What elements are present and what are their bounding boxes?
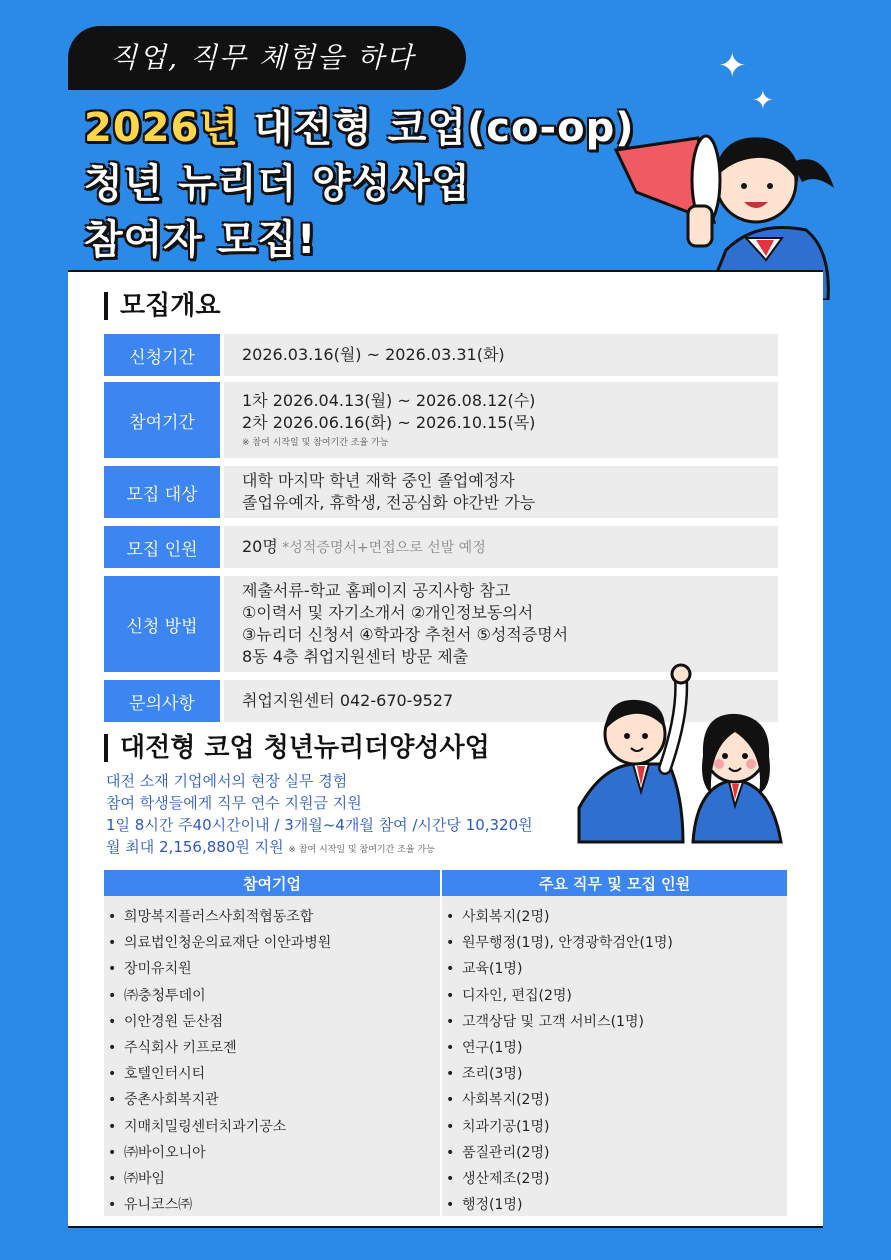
value-line: 취업지원센터 042-670-9527	[242, 691, 454, 710]
list-item: • 생산제조(2명)	[442, 1166, 787, 1192]
row-value	[224, 334, 778, 376]
row-apply-period	[104, 334, 778, 376]
tagline-text: 직업, 직무 체험을 하다	[110, 41, 416, 74]
company-job-table	[104, 870, 787, 1216]
list-item: • 사회복지(2명)	[442, 904, 787, 930]
row-label: 신청 방법	[104, 576, 220, 672]
headline-line2: 청년 뉴리더 양성사업	[84, 161, 471, 207]
companies-header: 참여기업	[104, 870, 440, 896]
jobs-list	[442, 896, 787, 1218]
row-label: 신청기간	[104, 334, 220, 376]
companies-column	[104, 870, 440, 1216]
list-item: • 조리(3명)	[442, 1061, 787, 1087]
sparkle-icon: ✦	[718, 46, 747, 86]
list-item: • ㈜바이오니아	[104, 1140, 440, 1166]
list-item: • 고객상담 및 고객 서비스(1명)	[442, 1009, 787, 1035]
value-line: 2026.03.16(월) ~ 2026.03.31(화)	[242, 345, 505, 364]
list-item: • 지매치밀링센터치과기공소	[104, 1114, 440, 1140]
row-value	[224, 526, 778, 568]
row-label: 참여기간	[104, 382, 220, 458]
row-value	[224, 382, 778, 458]
row-label: 모집 인원	[104, 526, 220, 568]
desc-line: 참여 학생들에게 직무 연수 지원금 지원	[106, 794, 362, 812]
value-line: 대학 마지막 학년 재학 중인 졸업예정자	[242, 471, 515, 490]
headline-year: 2026년	[84, 105, 239, 151]
value-line: 2차 2026.06.16(화) ~ 2026.10.15(목)	[242, 413, 536, 432]
row-participation-period	[104, 382, 778, 458]
desc-note: ※ 참여 시작일 및 참여기간 조율 가능	[288, 845, 435, 855]
list-item: • 의료법인청운의료재단 이안과병원	[104, 930, 440, 956]
students-illustration	[573, 656, 803, 868]
list-item: • ㈜충청투데이	[104, 983, 440, 1009]
list-item: • 연구(1명)	[442, 1035, 787, 1061]
value-muted: *성적증명서+면접으로 선발 예정	[277, 539, 486, 556]
list-item: • ㈜바임	[104, 1166, 440, 1192]
jobs-header: 주요 직무 및 모집 인원	[442, 870, 787, 896]
desc-line: 1일 8시간 주40시간이내 / 3개월~4개월 참여 /시간당 10,320원	[106, 816, 533, 834]
list-item: • 원무행정(1명), 안경광학검안(1명)	[442, 930, 787, 956]
headline	[84, 100, 635, 268]
list-item: • 장미유치원	[104, 956, 440, 982]
overview-title: 모집개요	[104, 292, 220, 320]
value-main: 20명	[242, 536, 278, 556]
list-item: • 교육(1명)	[442, 956, 787, 982]
value-line: ①이력서 및 자기소개서 ②개인정보동의서	[242, 603, 534, 622]
list-item: • 희망복지플러스사회적협동조합	[104, 904, 440, 930]
sparkle-icon: ✦	[752, 86, 774, 116]
row-value	[224, 466, 778, 518]
value-line: 제출서류-학교 홈페이지 공지사항 참고	[242, 581, 511, 600]
row-headcount	[104, 526, 778, 568]
desc-line: 월 최대 2,156,880원 지원	[106, 838, 284, 856]
list-item: • 유니코스㈜	[104, 1192, 440, 1218]
value-line: 1차 2026.04.13(월) ~ 2026.08.12(수)	[242, 391, 536, 410]
jobs-column	[442, 870, 787, 1216]
program-description	[106, 770, 533, 861]
value-note: ※ 참여 시작일 및 참여기간 조율 가능	[242, 438, 389, 448]
headline-line1: 대전형 코업(co-op)	[238, 105, 635, 151]
desc-line: 대전 소재 기업에서의 현장 실무 경험	[106, 772, 348, 790]
list-item: • 중촌사회복지관	[104, 1087, 440, 1113]
row-label: 모집 대상	[104, 466, 220, 518]
list-item: • 디자인, 편집(2명)	[442, 983, 787, 1009]
value-line: ③뉴리더 신청서 ④학과장 추천서 ⑤성적증명서	[242, 625, 569, 644]
row-label: 문의사항	[104, 680, 220, 722]
list-item: • 사회복지(2명)	[442, 1087, 787, 1113]
value-line: 졸업유예자, 휴학생, 전공심화 야간반 가능	[242, 493, 536, 512]
list-item: • 치과기공(1명)	[442, 1114, 787, 1140]
content-card	[68, 270, 823, 1228]
program-title: 대전형 코업 청년뉴리더양성사업	[104, 734, 490, 762]
list-item: • 품질관리(2명)	[442, 1140, 787, 1166]
list-item: • 행정(1명)	[442, 1192, 787, 1218]
list-item: • 호텔인터시티	[104, 1061, 440, 1087]
tagline-bubble	[68, 26, 466, 90]
companies-list	[104, 896, 440, 1218]
row-target	[104, 466, 778, 518]
value-line: 8동 4층 취업지원센터 방문 제출	[242, 647, 469, 666]
headline-line3: 참여자 모집!	[84, 217, 317, 263]
list-item: • 주식회사 키프로젠	[104, 1035, 440, 1061]
list-item: • 이안경원 둔산점	[104, 1009, 440, 1035]
